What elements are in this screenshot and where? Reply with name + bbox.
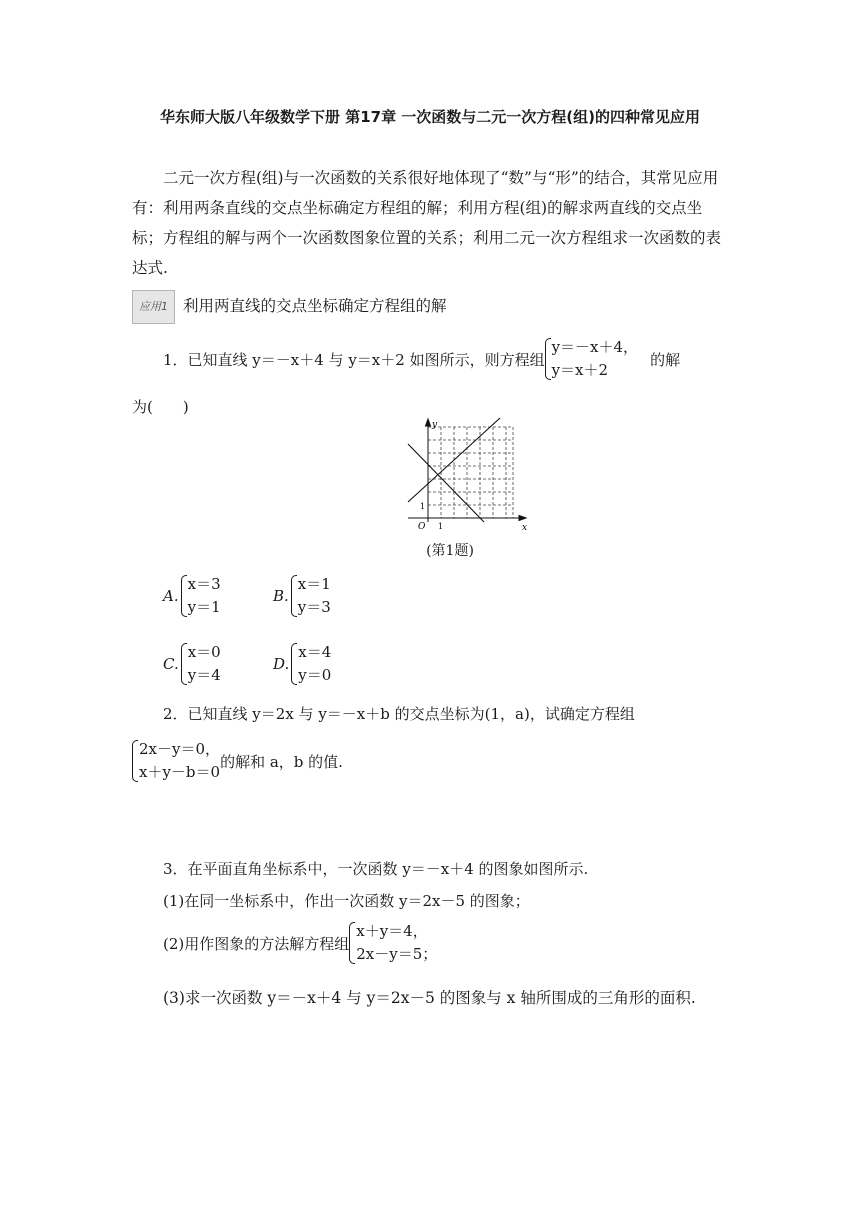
option-letter: C. (163, 655, 179, 673)
option-c[interactable] (163, 641, 221, 687)
option-a[interactable] (163, 573, 221, 619)
intro-paragraph (132, 163, 732, 283)
option-letter: B. (273, 587, 289, 605)
origin-label: O (418, 522, 426, 532)
y-tick-label: 1 (420, 502, 426, 511)
q2-sys-line: x＋y－b＝0 (139, 763, 221, 781)
option-line: x＝3 (187, 575, 221, 593)
q3-part-2-text: (2)用作图象的方法解方程组 (163, 934, 350, 953)
q3-equation-system (349, 920, 437, 966)
option-line: y＝1 (187, 598, 221, 616)
q3-part-1: (1)在同一坐标系中，作出一次函数 y＝2x－5 的图象； (163, 892, 530, 910)
q3-sys-line: 2x－y＝5； (356, 945, 438, 963)
option-line: y＝3 (297, 598, 331, 616)
q1-text-b: 的解 (650, 350, 681, 369)
option-line: y＝4 (187, 666, 221, 684)
option-line: x＝0 (187, 643, 221, 661)
q2-text-b: 的解和 a，b 的值. (220, 752, 343, 771)
option-line: y＝0 (298, 666, 332, 684)
y-axis-label: y (432, 420, 438, 430)
q3-part-2 (163, 920, 437, 966)
q2-text-a: 2．已知直线 y＝2x 与 y＝－x＋b 的交点坐标为(1，a)，试确定方程组 (163, 705, 635, 723)
intro-text: 二元一次方程(组)与一次函数的关系很好地体现了“数”与“形”的结合，其常见应用有：利用两条直线的交点坐标确定方程组的解；利用方程(组)的解求两直线的交点坐标；方程组的解与两个一次函数图象位置的关系；利用二元一次方程组求一次函数的表达式. (132, 169, 722, 277)
q1-sys-line: y＝－x＋4， (551, 338, 639, 356)
application-header (132, 290, 732, 324)
option-letter: A. (163, 587, 179, 605)
application-heading: 利用两直线的交点坐标确定方程组的解 (183, 297, 447, 315)
q1-text-a: 1．已知直线 y＝－x＋4 与 y＝x＋2 如图所示，则方程组 (163, 350, 545, 369)
q1-text-c: 为( ) (132, 398, 189, 416)
option-system (181, 573, 221, 619)
y-axis-arrow-icon (426, 419, 431, 426)
page-title: 华东师大版八年级数学下册 第17章 一次函数与二元一次方程(组)的四种常见应用 (159, 108, 701, 126)
option-line: x＝1 (297, 575, 331, 593)
q2-line-2 (132, 738, 343, 784)
option-letter: D. (273, 655, 290, 673)
q1-equation-system (545, 336, 638, 382)
q3-sys-line: x＋y＝4， (356, 922, 428, 940)
application-tag: 应用1 (132, 290, 175, 324)
x-axis-label: x (522, 523, 528, 533)
q3-stem: 3．在平面直角坐标系中，一次函数 y＝－x＋4 的图象如图所示. (163, 860, 589, 878)
option-d[interactable] (273, 641, 331, 687)
q1-sys-line: y＝x＋2 (551, 361, 609, 379)
q1-graph (388, 416, 538, 538)
x-axis-arrow-icon (519, 516, 526, 521)
option-system (291, 641, 331, 687)
q3-part-3: (3)求一次函数 y＝－x＋4 与 y＝2x－5 的图象与 x 轴所围成的三角形的面积. (163, 989, 696, 1007)
option-b[interactable] (273, 573, 331, 619)
q1-figure-caption: (第1题) (426, 543, 474, 559)
q2-sys-line: 2x－y＝0， (139, 740, 221, 758)
option-line: x＝4 (298, 643, 332, 661)
q1-stem (163, 336, 743, 382)
q2-equation-system (132, 738, 220, 784)
x-tick-label: 1 (438, 522, 444, 531)
option-system (181, 641, 221, 687)
option-system (291, 573, 331, 619)
